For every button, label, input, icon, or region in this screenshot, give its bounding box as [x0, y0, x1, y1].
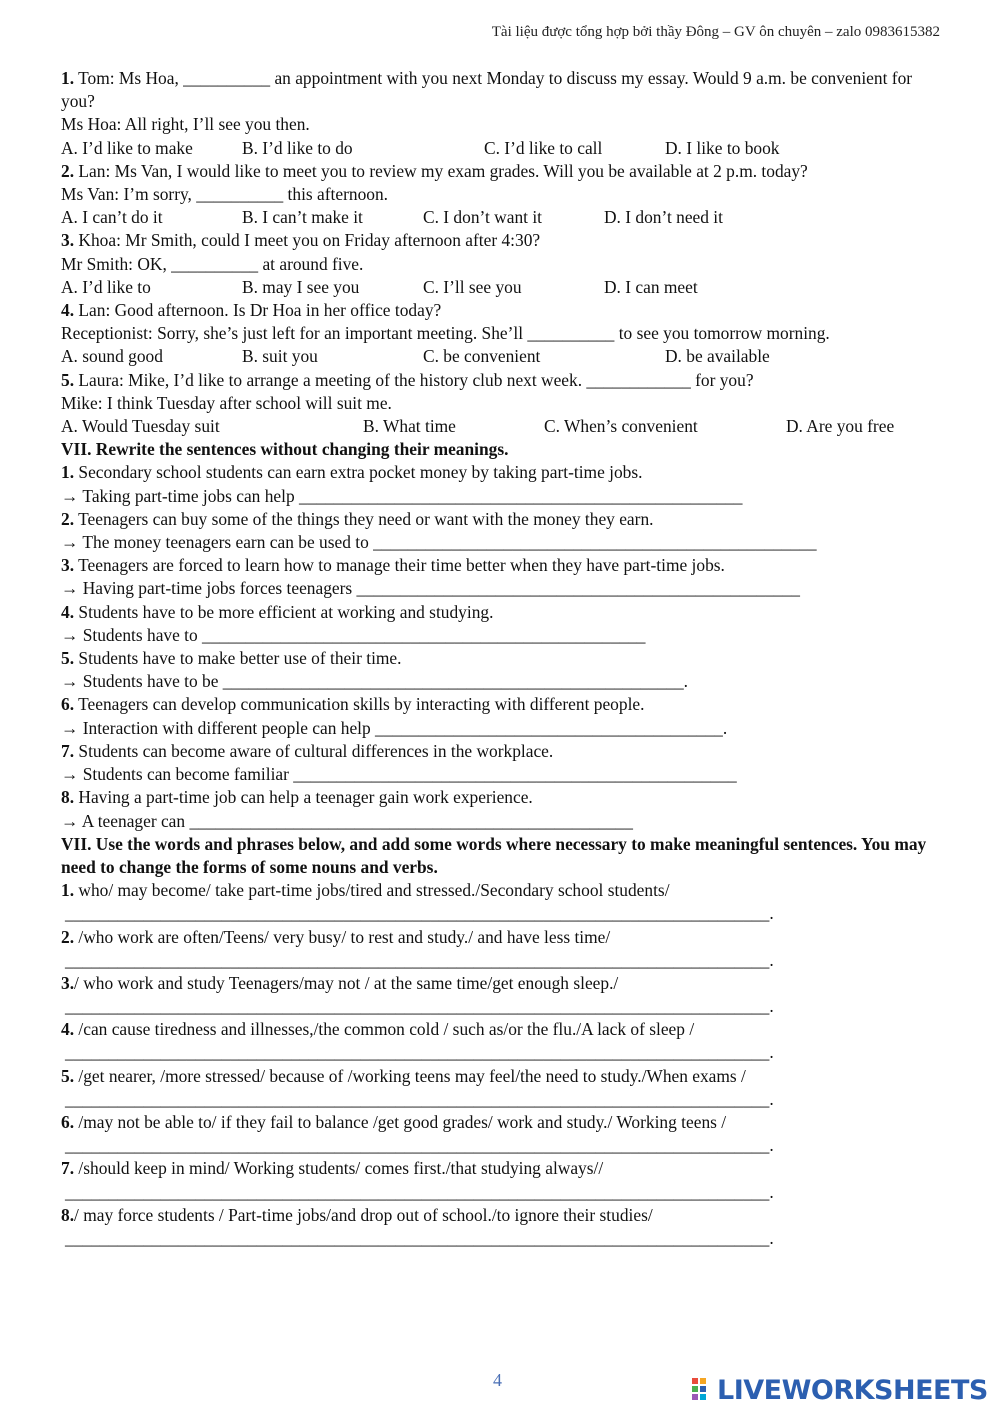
option-b[interactable]: B. What time: [363, 416, 456, 437]
rewrite-answer-field[interactable]: → Students have to be _____________________________________________________.: [61, 671, 689, 692]
question-number: 3.: [61, 230, 75, 251]
dialogue-question-4: [61, 299, 941, 369]
question-number: 4.: [61, 300, 75, 321]
dialogue-question-1: [61, 67, 941, 160]
rewrite-item-6: 6. Teenagers can develop communication skills by interacting with different people. → Interaction with different people can help ________________________________________.: [61, 693, 941, 739]
question-text: Lan: Ms Van, I would like to meet you to review my exam grades. Will you be available at 2 p.m. today?: [78, 160, 808, 181]
option-a[interactable]: A. Would Tuesday suit: [61, 416, 220, 437]
option-a[interactable]: A. sound good: [61, 346, 163, 367]
answer-options: [61, 206, 941, 229]
option-c[interactable]: C. When’s convenient: [544, 416, 698, 437]
option-d[interactable]: D. Are you free: [786, 416, 895, 437]
option-b[interactable]: B. I’d like to do: [242, 137, 353, 158]
rewrite-answer-field[interactable]: → Students have to ___________________________________________________: [61, 624, 646, 645]
question-text: Khoa: Mr Smith, could I meet you on Friday afternoon after 4:30?: [78, 230, 541, 251]
liveworksheets-mark-icon: [692, 1378, 714, 1404]
option-c[interactable]: C. I’d like to call: [484, 137, 603, 158]
rewrite-answer-field[interactable]: → A teenager can ___________________________________________________: [61, 810, 633, 831]
option-b[interactable]: B. I can’t make it: [242, 207, 363, 228]
question-response: Receptionist: Sorry, she’s just left for an important meeting. She’ll __________ to see you tomorrow morning.: [61, 323, 830, 344]
build-item-6: 6. /may not be able to/ if they fail to balance /get good grades/ work and study./ Working teens / _________________________________________________________________________________.: [61, 1111, 941, 1157]
rewrite-item-1: 1. Secondary school students can earn extra pocket money by taking part-time jobs. → Taking part-time jobs can help ___________________________________________________: [61, 461, 941, 507]
build-answer-field[interactable]: _________________________________________________________________________________.: [65, 1181, 774, 1202]
rewrite-item-4: 4. Students have to be more efficient at working and studying. → Students have to ___________________________________________________: [61, 601, 941, 647]
option-d[interactable]: D. I can meet: [604, 276, 698, 297]
build-answer-field[interactable]: _________________________________________________________________________________.: [65, 1088, 774, 1109]
question-text: Laura: Mike, I’d like to arrange a meeting of the history club next week. ____________ for you?: [78, 369, 754, 390]
liveworksheets-logo: [692, 1375, 988, 1406]
build-item-5: 5. /get nearer, /more stressed/ because of /working teens may feel/the need to study./When exams / _________________________________________________________________________________.: [61, 1065, 941, 1111]
question-number: 2.: [61, 160, 75, 181]
option-c[interactable]: C. be convenient: [423, 346, 541, 367]
build-item-2: 2. /who work are often/Teens/ very busy/ to rest and study./ and have less time/ _________________________________________________________________________________.: [61, 926, 941, 972]
option-a[interactable]: A. I can’t do it: [61, 207, 163, 228]
option-b[interactable]: B. suit you: [242, 346, 318, 367]
rewrite-item-2: 2. Teenagers can buy some of the things they need or want with the money they earn. → The money teenagers earn can be used to ___________________________________________________: [61, 508, 941, 554]
rewrite-item-8: 8. Having a part-time job can help a teenager gain work experience. → A teenager can ___________________________________________________: [61, 786, 941, 832]
dialogue-question-5: [61, 369, 941, 439]
build-item-4: 4. /can cause tiredness and illnesses,/the common cold / such as/or the flu./A lack of sleep / _________________________________________________________________________________.: [61, 1018, 941, 1064]
answer-options: [61, 415, 941, 438]
rewrite-item-5: 5. Students have to make better use of their time. → Students have to be _____________________________________________________.: [61, 647, 941, 693]
question-response: Mr Smith: OK, __________ at around five.: [61, 253, 364, 274]
build-item-8: 8./ may force students / Part-time jobs/and drop out of school./to ignore their studies/ _________________________________________________________________________________.: [61, 1204, 941, 1250]
rewrite-answer-field[interactable]: → Having part-time jobs forces teenagers ___________________________________________________: [61, 578, 800, 599]
option-d[interactable]: D. I like to book: [665, 137, 780, 158]
section-title-rewrite: VII. Rewrite the sentences without changing their meanings.: [61, 439, 509, 460]
build-answer-field[interactable]: _________________________________________________________________________________.: [65, 1228, 774, 1249]
build-item-1: 1. who/ may become/ take part-time jobs/tired and stressed./Secondary school students/ _________________________________________________________________________________.: [61, 879, 941, 925]
rewrite-answer-field[interactable]: → The money teenagers earn can be used to ___________________________________________________: [61, 532, 817, 553]
brand-name: LIVEWORKSHEETS: [717, 1375, 988, 1406]
option-a[interactable]: A. I’d like to: [61, 276, 151, 297]
rewrite-answer-field[interactable]: → Interaction with different people can help ________________________________________.: [61, 717, 728, 738]
dialogue-question-3: [61, 229, 941, 299]
page-header: Tài liệu được tổng hợp bởi thầy Đông – GV ôn chuyên – zalo 0983615382: [491, 24, 940, 40]
question-response: Ms Hoa: All right, I’ll see you then.: [61, 114, 310, 135]
page-number: 4: [493, 1370, 502, 1390]
option-b[interactable]: B. may I see you: [242, 276, 360, 297]
option-a[interactable]: A. I’d like to make: [61, 137, 193, 158]
build-answer-field[interactable]: _________________________________________________________________________________.: [65, 903, 774, 924]
section-title-build: VII. Use the words and phrases below, and add some words where necessary to make meaningful sentences. You may need to change the forms of some nouns and verbs.: [61, 833, 927, 877]
rewrite-item-7: 7. Students can become aware of cultural differences in the workplace. → Students can become familiar ___________________________________________________: [61, 740, 941, 786]
answer-options: [61, 137, 941, 160]
rewrite-answer-field[interactable]: → Taking part-time jobs can help ___________________________________________________: [61, 485, 743, 506]
answer-options: [61, 276, 941, 299]
rewrite-answer-field[interactable]: → Students can become familiar ___________________________________________________: [61, 764, 737, 785]
question-number: 1.: [61, 68, 75, 88]
build-item-7: 7. /should keep in mind/ Working students/ comes first./that studying always// _________________________________________________________________________________.: [61, 1157, 941, 1203]
worksheet-content: [61, 67, 941, 1250]
build-answer-field[interactable]: _________________________________________________________________________________.: [65, 1042, 774, 1063]
option-c[interactable]: C. I don’t want it: [423, 207, 542, 228]
question-number: 5.: [61, 369, 75, 390]
question-text: Lan: Good afternoon. Is Dr Hoa in her office today?: [78, 300, 442, 321]
build-answer-field[interactable]: _________________________________________________________________________________.: [65, 949, 774, 970]
build-answer-field[interactable]: _________________________________________________________________________________.: [65, 1135, 774, 1156]
option-d[interactable]: D. I don’t need it: [604, 207, 723, 228]
answer-options: [61, 345, 941, 368]
build-answer-field[interactable]: _________________________________________________________________________________.: [65, 996, 774, 1017]
question-text: Tom: Ms Hoa, __________ an appointment with you next Monday to discuss my essay. Would 9 a.m. be convenient for you?: [61, 68, 913, 112]
option-d[interactable]: D. be available: [665, 346, 770, 367]
question-response: Ms Van: I’m sorry, __________ this afternoon.: [61, 184, 389, 205]
dialogue-question-2: [61, 160, 941, 230]
question-response: Mike: I think Tuesday after school will suit me.: [61, 392, 392, 413]
rewrite-item-3: 3. Teenagers are forced to learn how to manage their time better when they have part-time jobs. → Having part-time jobs forces teenagers ___________________________________________________: [61, 554, 941, 600]
build-item-3: 3./ who work and study Teenagers/may not / at the same time/get enough sleep./ _________________________________________________________________________________.: [61, 972, 941, 1018]
option-c[interactable]: C. I’ll see you: [423, 276, 522, 297]
